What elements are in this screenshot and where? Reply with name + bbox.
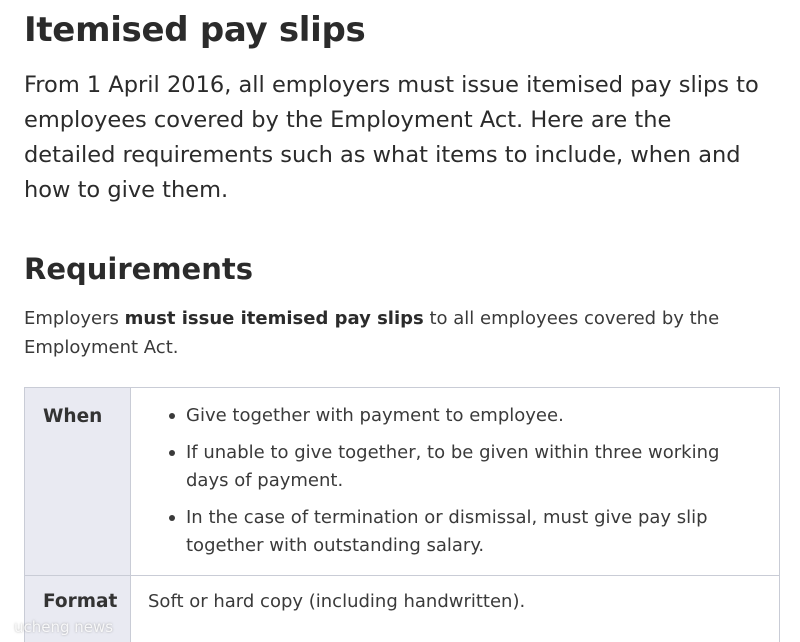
page-title: Itemised pay slips <box>24 10 366 50</box>
bullet-icon <box>169 450 175 456</box>
requirements-text-bold: must issue itemised pay slips <box>124 308 424 329</box>
requirements-heading: Requirements <box>24 252 253 286</box>
list-item <box>157 504 767 560</box>
list-item-text: In the case of termination or dismissal, must give pay slip together with outstanding salary. <box>186 507 708 556</box>
list-item-text: Give together with payment to employee. <box>186 405 564 426</box>
list-item <box>157 402 767 430</box>
watermark: ucheng news <box>14 618 114 636</box>
requirements-text-before: Employers <box>24 308 125 329</box>
bullet-icon <box>169 515 175 521</box>
table-cell-format: Soft or hard copy (including handwritten). <box>148 591 526 612</box>
table-header-format: Format <box>43 591 118 612</box>
bullet-icon <box>169 413 175 419</box>
when-list <box>157 402 767 569</box>
requirements-text-after: to all employees covered by the Employment Act. <box>24 308 720 358</box>
list-item-text: If unable to give together, to be given within three working days of payment. <box>186 442 720 491</box>
intro-paragraph: From 1 April 2016, all employers must issue itemised pay slips to employees covered by the Employment Act. Here are the detailed requirements such as what items to include, when and how to give them. <box>24 72 759 203</box>
requirements-paragraph <box>24 304 724 362</box>
row-divider <box>25 575 779 576</box>
requirements-table <box>24 387 780 642</box>
list-item <box>157 439 767 495</box>
table-header-when: When <box>43 406 103 427</box>
